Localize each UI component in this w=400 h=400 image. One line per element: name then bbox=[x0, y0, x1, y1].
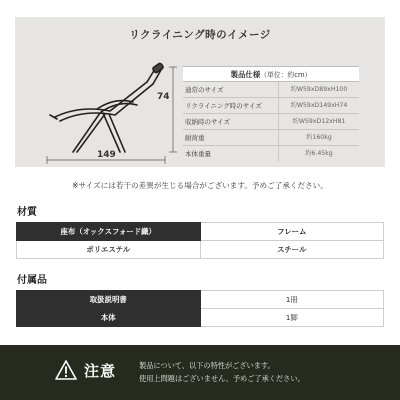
accessory-qty-cell: 1冊 bbox=[200, 291, 384, 309]
spec-row bbox=[183, 98, 359, 114]
warning-icon bbox=[55, 359, 77, 381]
table-row bbox=[17, 223, 384, 241]
accessory-qty-cell: 1脚 bbox=[200, 309, 384, 327]
spec-label: 耐荷重 bbox=[185, 134, 205, 142]
spec-table-header bbox=[183, 66, 359, 82]
spec-row bbox=[183, 130, 359, 146]
spec-label: 通常のサイズ bbox=[185, 86, 224, 94]
spec-value: 約160kg bbox=[278, 130, 359, 146]
material-header-cell: フレーム bbox=[200, 223, 384, 241]
spec-value: 約6.45kg bbox=[278, 146, 359, 162]
dimension-height-label: 74 bbox=[157, 92, 170, 102]
table-row bbox=[17, 309, 384, 327]
caution-title: 注意 bbox=[84, 362, 117, 380]
spec-row bbox=[183, 82, 359, 98]
accessory-item-cell: 本体 bbox=[17, 309, 201, 327]
material-section-title: 材質 bbox=[17, 207, 37, 218]
accessories-table bbox=[16, 290, 384, 327]
spec-value: 約W59xD89xH100 bbox=[278, 82, 359, 98]
spec-value: 約W59xD12xH81 bbox=[278, 114, 359, 130]
material-header-cell: 座布（オックスフォード織） bbox=[17, 223, 201, 241]
table-row bbox=[17, 241, 384, 259]
material-table bbox=[16, 222, 384, 259]
spec-row bbox=[183, 114, 359, 130]
caution-line: 製品について、以下の特性がございます。 bbox=[139, 361, 275, 370]
caution-text bbox=[139, 359, 305, 385]
spec-header-label: 製品仕様 bbox=[230, 70, 261, 79]
material-value-cell: ポリエステル bbox=[17, 241, 201, 259]
size-note: ※サイズには若干の差異が生じる場合がございます。予めご了承ください。 bbox=[72, 181, 328, 190]
panel-title: リクライニング時のイメージ bbox=[129, 29, 271, 41]
spec-label: 本体重量 bbox=[185, 150, 211, 158]
spec-label: リクライニング時のサイズ bbox=[185, 102, 262, 110]
material-value-cell: スチール bbox=[200, 241, 384, 259]
reclining-image-panel bbox=[15, 17, 385, 167]
caution-line: 使用上問題はございません、予めご了承ください。 bbox=[139, 374, 305, 383]
accessory-item-cell: 取扱説明書 bbox=[17, 291, 201, 309]
accessories-section-title: 付属品 bbox=[17, 275, 47, 286]
spec-value: 約W59xD149xH74 bbox=[278, 98, 359, 114]
dimension-width-label: 149 bbox=[97, 150, 116, 160]
table-row bbox=[17, 291, 384, 309]
spec-unit-label: （単位：約cm） bbox=[260, 71, 312, 79]
caution-banner bbox=[0, 345, 400, 400]
spec-label: 収納時のサイズ bbox=[185, 118, 230, 126]
spec-row bbox=[183, 146, 359, 162]
